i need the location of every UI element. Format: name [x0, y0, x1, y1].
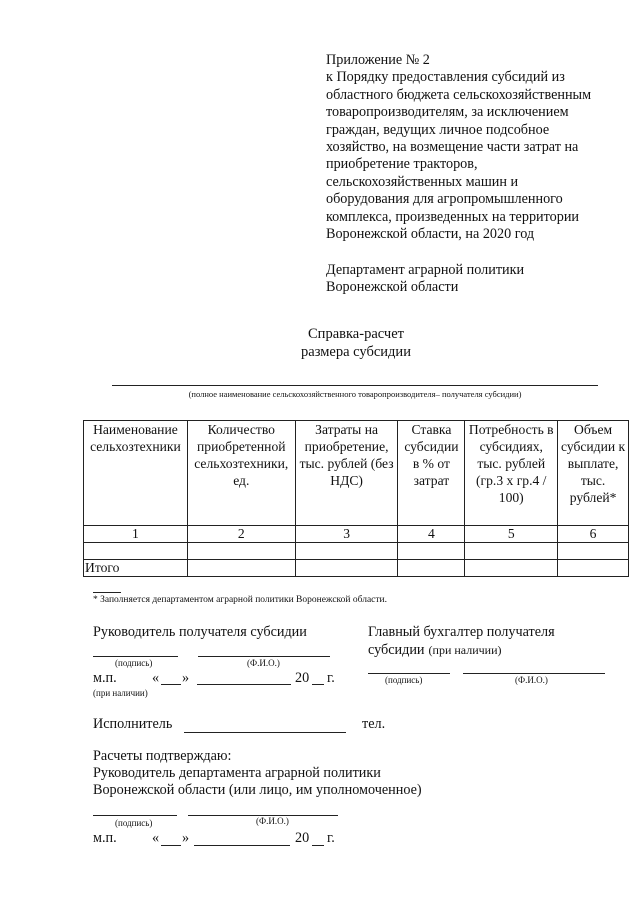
appendix-header [326, 52, 626, 243]
chief-accountant-title-2 [368, 641, 502, 659]
total-row [84, 560, 629, 577]
executor-label: Исполнитель [93, 716, 173, 732]
table-cell[interactable] [558, 560, 629, 577]
dept-year-suffix: г. [327, 830, 335, 846]
date-open-quote: « [152, 670, 160, 686]
department-name [326, 262, 524, 297]
head-title: Руководитель получателя субсидии [93, 624, 307, 640]
accountant-name-line[interactable] [463, 673, 605, 674]
date-year-line[interactable] [312, 684, 324, 685]
date-day-line[interactable] [161, 684, 181, 685]
appendix-line: оборудования для агропромышленного [326, 191, 563, 208]
header-cell: Наименование сельхозтехники [84, 421, 188, 526]
stamp-label: м.п. [93, 670, 117, 686]
head-signature-caption: (подпись) [115, 658, 153, 668]
header-cell: Количество приобретенной сельхозтехники, ед. [187, 421, 295, 526]
year-prefix: 20 [295, 670, 310, 686]
dept-signature-line[interactable] [93, 815, 177, 816]
head-name-caption: (Ф.И.О.) [247, 658, 280, 668]
appendix-line: граждан, ведущих личное подсобное [326, 121, 550, 138]
column-number: 1 [84, 526, 188, 543]
chief-accountant-title: Главный бухгалтер получателя [368, 624, 555, 640]
dept-stamp-label: м.п. [93, 830, 117, 846]
dept-date-open-quote: « [152, 830, 160, 846]
recipient-name-line[interactable] [112, 385, 598, 386]
table-cell[interactable] [187, 543, 295, 560]
footnote: * Заполняется департаментом аграрной политики Воронежской области. [93, 595, 388, 605]
head-signature-line[interactable] [93, 656, 178, 657]
appendix-line: Воронежской области, на 2020 год [326, 226, 535, 243]
footnote-divider [93, 592, 121, 593]
title-line-1: Справка-расчет [308, 326, 404, 342]
accountant-name-caption: (Ф.И.О.) [515, 675, 548, 685]
department-line: Воронежской области [326, 279, 459, 296]
confirmation-line-1: Расчеты подтверждаю: [93, 748, 232, 764]
date-month-line[interactable] [197, 684, 291, 685]
table-cell[interactable] [465, 560, 558, 577]
dept-signature-caption: (подпись) [115, 818, 153, 828]
head-name-line[interactable] [198, 656, 330, 657]
header-cell: Ставка субсидии в % от затрат [398, 421, 465, 526]
column-number-row [84, 526, 629, 543]
header-cell: Потребность в субсидиях, тыс. рублей (гр.3 х гр.4 / 100) [465, 421, 558, 526]
department-line: Департамент аграрной политики [326, 262, 525, 278]
table-cell[interactable] [187, 560, 295, 577]
appendix-line: сельскохозяйственных машин и [326, 173, 519, 190]
column-number: 2 [187, 526, 295, 543]
confirmation-line-2: Руководитель департамента аграрной политики [93, 765, 381, 781]
table-cell[interactable] [398, 543, 465, 560]
column-number: 3 [295, 526, 398, 543]
stamp-note: (при наличии) [93, 688, 148, 698]
table-cell[interactable] [465, 543, 558, 560]
dept-name-caption: (Ф.И.О.) [256, 816, 289, 826]
accountant-signature-line[interactable] [368, 673, 450, 674]
appendix-line: приобретение тракторов, [326, 156, 478, 173]
chief-accountant-word: субсидии [368, 642, 425, 658]
phone-label: тел. [362, 716, 386, 732]
column-number: 6 [558, 526, 629, 543]
title-line-2: размера субсидии [301, 344, 411, 360]
accountant-signature-caption: (подпись) [385, 675, 423, 685]
document-title [230, 325, 482, 361]
table-header-row [84, 421, 629, 526]
appendix-line: к Порядку предоставления субсидий из [326, 69, 565, 86]
table-cell[interactable] [558, 543, 629, 560]
executor-line[interactable] [184, 732, 346, 733]
table-cell[interactable] [398, 560, 465, 577]
dept-date-year-line[interactable] [312, 845, 324, 846]
dept-date-day-line[interactable] [161, 845, 181, 846]
column-number: 4 [398, 526, 465, 543]
recipient-caption: (полное наименование сельскохозяйственного товаропроизводителя– получателя субсидии) [188, 389, 522, 399]
dept-year-prefix: 20 [295, 830, 310, 846]
appendix-line: хозяйство, на возмещение части затрат на [326, 139, 579, 156]
header-cell: Затраты на приобретение, тыс. рублей (без НДС) [295, 421, 398, 526]
appendix-line: товаропроизводителям, за исключением [326, 104, 569, 121]
appendix-line: Приложение № 2 [326, 52, 430, 68]
calculation-table [83, 420, 629, 577]
appendix-line: областного бюджета сельскохозяйственным [326, 86, 592, 103]
table-cell[interactable] [295, 560, 398, 577]
dept-date-month-line[interactable] [194, 845, 290, 846]
appendix-line: комплекса, произведенных на территории [326, 208, 580, 225]
confirmation-line-3: Воронежской области (или лицо, им уполномоченное) [93, 782, 422, 798]
year-suffix: г. [327, 670, 335, 686]
chief-accountant-note: (при наличии) [428, 643, 502, 657]
table-row[interactable] [84, 543, 629, 560]
table-cell[interactable] [84, 543, 188, 560]
date-close-quote: » [182, 670, 190, 686]
column-number: 5 [465, 526, 558, 543]
dept-date-close-quote: » [182, 830, 190, 846]
header-cell: Объем субсидии к выплате, тыс. рублей* [558, 421, 629, 526]
total-label: Итого [84, 560, 188, 577]
table-cell[interactable] [295, 543, 398, 560]
